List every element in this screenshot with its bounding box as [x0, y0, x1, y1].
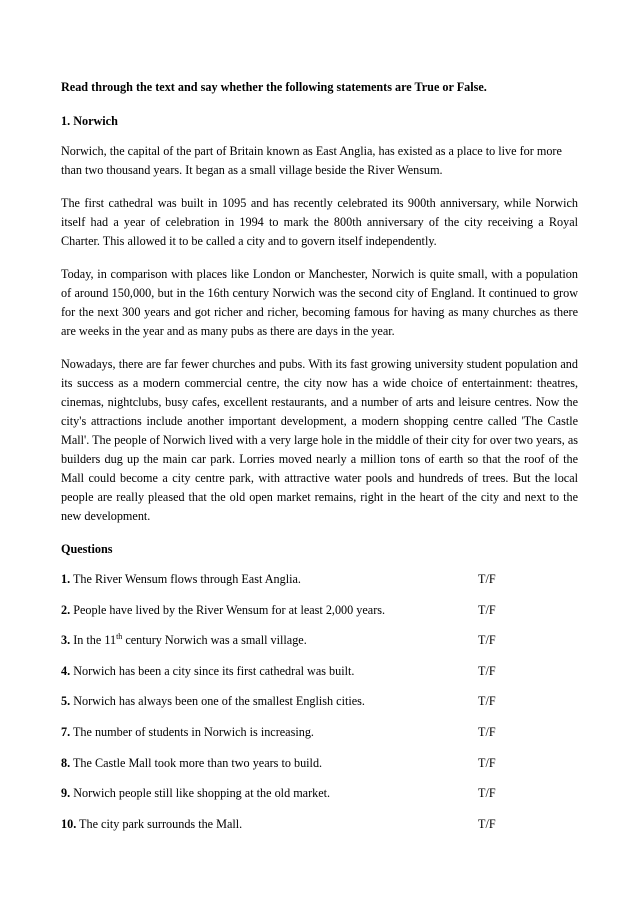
question-number: 1. [61, 572, 71, 586]
ordinal-suffix: th [116, 632, 123, 642]
passage-paragraph: Nowadays, there are far fewer churches and pubs. With its fast growing university student population and its success as a modern commercial centre, the city now has a wide choice of entertainment: theatres, cinemas, nightclubs, busy cafes, excellent restaurants, and a number of arts and leisure centres. Now the city's attractions include another important development, a modern shopping centre called 'The Castle Mall'. The people of Norwich lived with a very large hole in the middle of their city for over two years, as builders dug up the main car park. Lorries moved nearly a million tons of earth so that the roof of the Mall could become a city centre park, with attractive water pools and hundreds of trees. But the local people are really pleased that the old open market remains, right in the heart of the city and next to the new development. [61, 357, 578, 523]
question-number: 5. [61, 694, 71, 709]
question-row [61, 754, 578, 773]
question-text: Norwich people still like shopping at the old market. [70, 786, 331, 801]
true-false-label: T/F [478, 724, 496, 739]
question-text: The Castle Mall took more than two years to build. [70, 755, 323, 770]
passage-paragraph: Today, in comparison with places like London or Manchester, Norwich is quite small, with a population of around 150,000, but in the 16th century Norwich was the second city of England. It continued to grow for the next 300 years and got richer and richer, becoming famous for having as many churches as there are weeks in the year and as many pubs as there are days in the year. [61, 267, 578, 338]
question-number: 4. [61, 663, 71, 678]
question-text: In the 11 [70, 633, 117, 648]
questions-heading: Questions [61, 542, 113, 556]
true-false-label: T/F [478, 694, 496, 709]
question-row [61, 784, 578, 803]
question-text: The River Wensum flows through East Anglia. [70, 572, 301, 586]
question-row [61, 723, 578, 742]
question-row [61, 815, 578, 834]
question-text: The city park surrounds the Mall. [76, 816, 243, 831]
passage-paragraph: Norwich, the capital of the part of Britain known as East Anglia, has existed as a place to live for more than two thousand years. It began as a small village beside the River Wensum. [61, 144, 562, 177]
question-text: century Norwich was a small village. [122, 633, 307, 648]
true-false-label: T/F [478, 755, 496, 770]
question-text: People have lived by the River Wensum for at least 2,000 years. [70, 602, 386, 617]
question-number: 7. [61, 724, 71, 739]
question-number: 9. [61, 786, 71, 801]
question-number: 2. [61, 602, 71, 617]
question-text: Norwich has been a city since its first cathedral was built. [70, 663, 355, 678]
true-false-label: T/F [478, 663, 496, 678]
true-false-label: T/F [478, 602, 496, 617]
question-row [61, 601, 578, 620]
question-number: 10. [61, 816, 77, 831]
question-text: The number of students in Norwich is increasing. [70, 724, 314, 739]
question-row [61, 631, 578, 650]
true-false-label: T/F [478, 816, 496, 831]
question-row [61, 570, 578, 589]
passage-paragraph: The first cathedral was built in 1095 and has recently celebrated its 900th anniversary, while Norwich itself had a year of celebration in 1994 to mark the 800th anniversary of the city receiving a Royal Charter. This allowed it to be called a city and to govern itself independently. [61, 196, 578, 248]
true-false-label: T/F [478, 633, 496, 648]
true-false-label: T/F [478, 786, 496, 801]
question-row [61, 662, 578, 681]
worksheet-page [61, 78, 578, 845]
section-title: 1. Norwich [61, 114, 118, 128]
question-number: 3. [61, 633, 71, 648]
instruction-text: Read through the text and say whether the following statements are True or False. [61, 80, 487, 94]
true-false-label: T/F [478, 572, 496, 586]
question-number: 8. [61, 755, 71, 770]
question-text: Norwich has always been one of the smallest English cities. [70, 694, 365, 709]
question-row [61, 692, 578, 711]
